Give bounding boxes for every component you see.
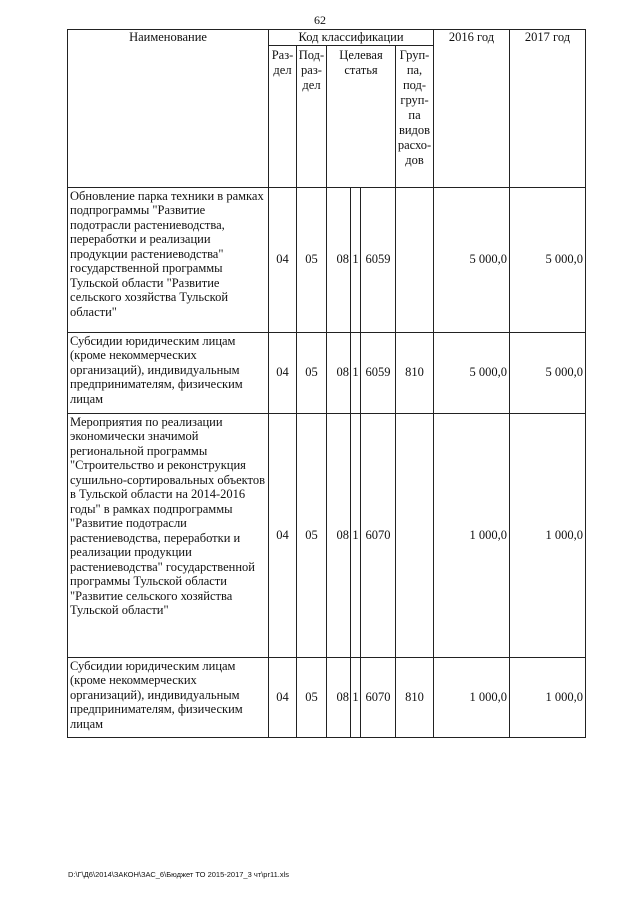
row-subsection: 05 — [297, 332, 327, 413]
row-target-code: 6059 — [361, 332, 396, 413]
row-subsection: 05 — [297, 187, 327, 332]
header-classification-code: Код классификации — [269, 30, 434, 46]
header-year-2016: 2016 год — [434, 30, 510, 188]
row-value-2017: 5 000,0 — [510, 332, 586, 413]
row-target-code: 6070 — [361, 413, 396, 657]
row-section: 04 — [269, 187, 297, 332]
table-row — [68, 332, 586, 413]
table-row — [68, 657, 586, 737]
row-target-program: 08 — [327, 413, 351, 657]
budget-table — [67, 29, 586, 738]
row-value-2016: 1 000,0 — [434, 413, 510, 657]
row-value-2016: 1 000,0 — [434, 657, 510, 737]
row-subsection: 05 — [297, 657, 327, 737]
page-number: 62 — [314, 13, 326, 27]
row-expense-type: 810 — [396, 657, 434, 737]
row-target-program: 08 — [327, 332, 351, 413]
row-name: Обновление парка техники в рамках подпрограммы "Развитие подотрасли растениеводства, переработки и реализации продукции растениеводства" государственной программы Тульской области "Развитие сельского хозяйства Тульской области" — [68, 187, 269, 332]
row-expense-type — [396, 187, 434, 332]
row-expense-type: 810 — [396, 332, 434, 413]
table-row — [68, 413, 586, 657]
row-target-subprogram: 1 — [351, 657, 361, 737]
header-name: Наименование — [68, 30, 269, 188]
header-section: Раз- дел — [269, 45, 297, 187]
header-year-2017: 2017 год — [510, 30, 586, 188]
row-value-2016: 5 000,0 — [434, 187, 510, 332]
row-target-subprogram: 1 — [351, 187, 361, 332]
row-subsection: 05 — [297, 413, 327, 657]
header-expense-group: Груп- па, под- груп- па видов расхо- дов — [396, 45, 434, 187]
row-name: Субсидии юридическим лицам (кроме некоммерческих организаций), индивидуальным предпринимателям, физическим лицам — [68, 657, 269, 737]
row-expense-type — [396, 413, 434, 657]
row-target-program: 08 — [327, 657, 351, 737]
row-target-code: 6059 — [361, 187, 396, 332]
row-value-2017: 1 000,0 — [510, 413, 586, 657]
row-section: 04 — [269, 657, 297, 737]
row-value-2016: 5 000,0 — [434, 332, 510, 413]
row-section: 04 — [269, 413, 297, 657]
row-name: Субсидии юридическим лицам (кроме некоммерческих организаций), индивидуальным предпринимателям, физическим лицам — [68, 332, 269, 413]
table-row — [68, 187, 586, 332]
row-name: Мероприятия по реализации экономически значимой региональной программы "Строительство и реконструкция сушильно-сортировальных объектов в Тульской области на 2014-2016 годы" в рамках подпрограммы "Развитие подотрасли растениеводства, переработки и реализации продукции растениеводства" государственной программы Тульской области "Развитие сельского хозяйства Тульской области" — [68, 413, 269, 657]
row-section: 04 — [269, 332, 297, 413]
header-target-article: Целевая статья — [327, 45, 396, 187]
row-value-2017: 1 000,0 — [510, 657, 586, 737]
row-target-program: 08 — [327, 187, 351, 332]
row-target-subprogram: 1 — [351, 332, 361, 413]
file-path-footer: D:\Г\Д6\2014\ЗАКОН\ЗАС_6\Бюджет ТО 2015-2017_3 чт\pr11.xls — [68, 870, 289, 879]
row-value-2017: 5 000,0 — [510, 187, 586, 332]
header-subsection: Под- раз- дел — [297, 45, 327, 187]
row-target-subprogram: 1 — [351, 413, 361, 657]
row-target-code: 6070 — [361, 657, 396, 737]
